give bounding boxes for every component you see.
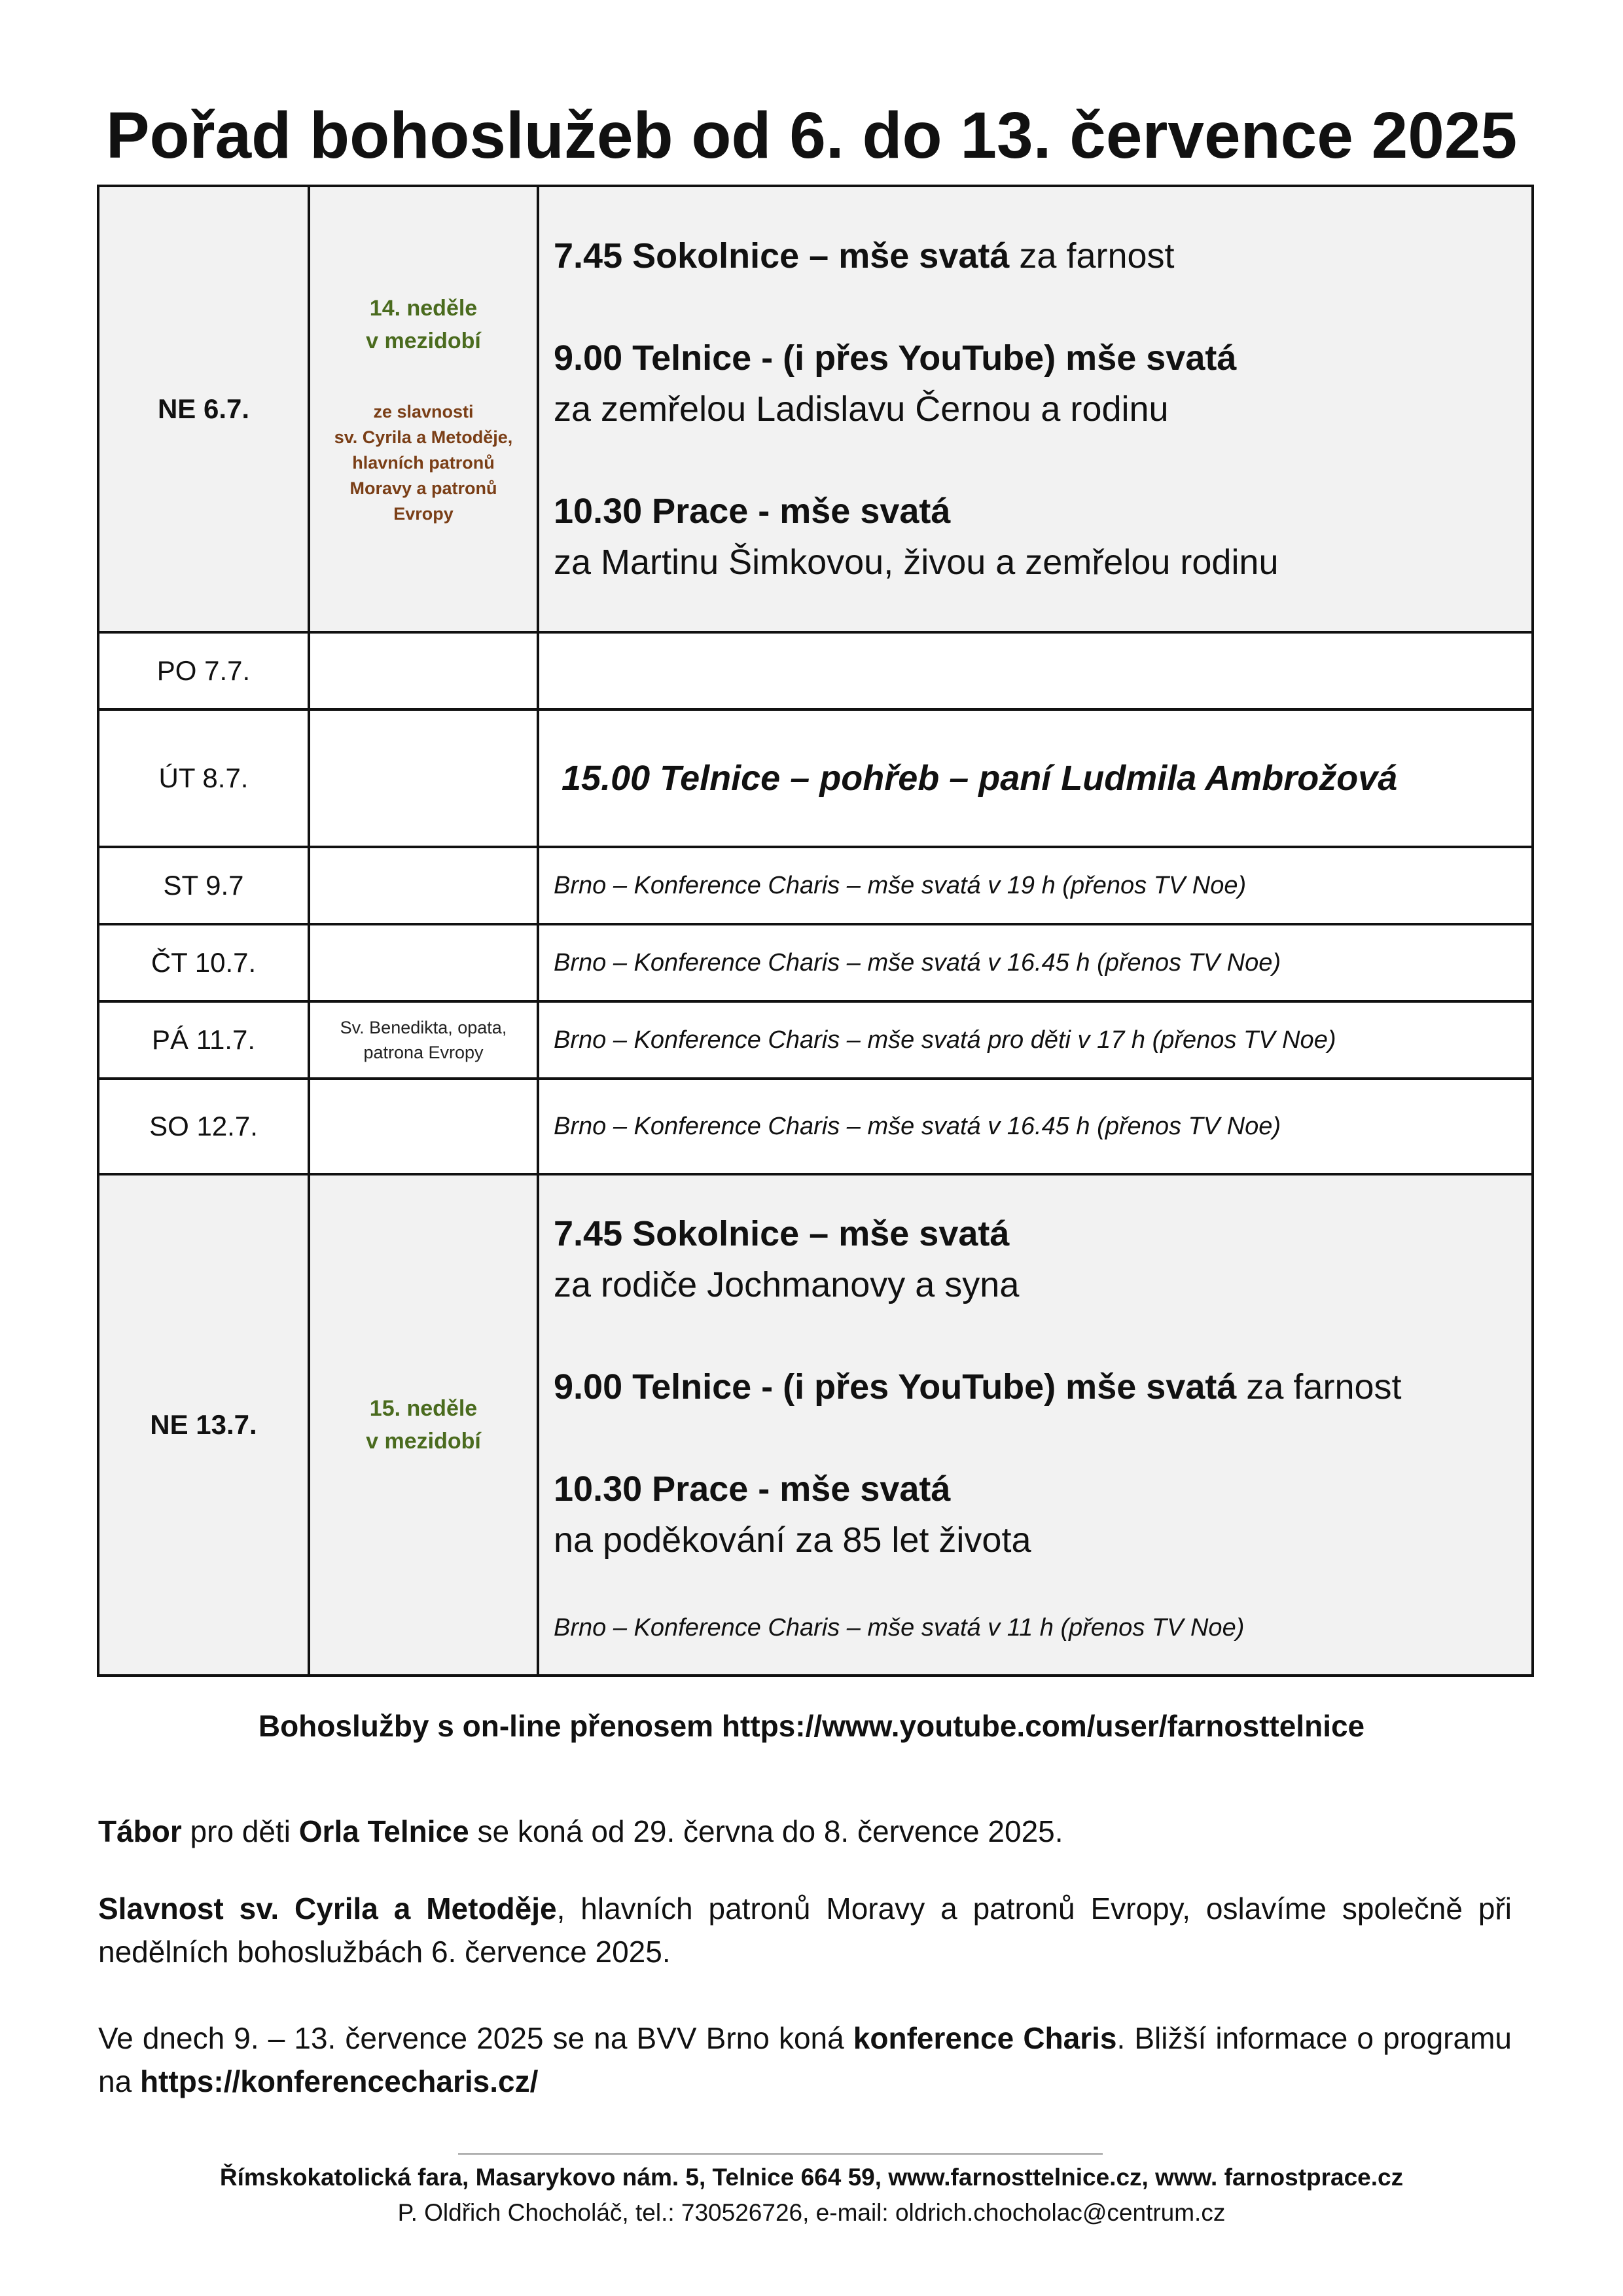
feast-cell bbox=[309, 1079, 538, 1174]
note-text: pro děti bbox=[181, 1814, 299, 1848]
event-intention: za rodiče Jochmanovy a syna bbox=[554, 1265, 1020, 1304]
day-cell: PÁ 11.7. bbox=[98, 1001, 309, 1079]
footer-address: Římskokatolická fara, Masarykovo nám. 5, Telnice 664 59, www.farnosttelnice.cz, www. farnostprace.cz bbox=[219, 2164, 1404, 2191]
events-cell bbox=[538, 709, 1533, 847]
note-text: , hlavních patronů Moravy a patronů Evropy, oslavíme společně při nedělních bohoslužbách 6. července 2025. bbox=[98, 1892, 1512, 1969]
footer-divider bbox=[458, 2153, 1103, 2155]
events-cell bbox=[538, 847, 1533, 924]
event-intention: za farnost bbox=[1009, 236, 1175, 276]
feast-sub: hlavních patronů bbox=[352, 452, 495, 473]
feast-cell bbox=[309, 924, 538, 1001]
events-cell bbox=[538, 924, 1533, 1001]
feast-sub: ze slavnosti bbox=[373, 401, 474, 422]
feast-name: Sv. Benedikta, opata, bbox=[340, 1018, 507, 1037]
feast-name-2: v mezidobí bbox=[366, 1429, 481, 1454]
event-title: 9.00 Telnice - (i přes YouTube) mše svatá bbox=[554, 338, 1237, 378]
feast-sub: Evropy bbox=[393, 503, 454, 524]
day-cell: ÚT 8.7. bbox=[98, 709, 309, 847]
event-title: 10.30 Prace - mše svatá bbox=[554, 492, 951, 531]
note-strong: Slavnost sv. Cyrila a Metoděje bbox=[98, 1892, 557, 1926]
table-row bbox=[98, 1001, 1533, 1079]
events-cell bbox=[538, 632, 1533, 709]
note-text: . Bližší informace o programu na bbox=[98, 2021, 1512, 2098]
feast-cell bbox=[309, 186, 538, 632]
day-cell: NE 13.7. bbox=[98, 1174, 309, 1676]
feast-cell bbox=[309, 1001, 538, 1079]
schedule-table bbox=[97, 185, 1534, 1677]
event-text: Brno – Konference Charis – mše svatá v 11 h (přenos TV Noe) bbox=[554, 1613, 1245, 1641]
feast-name: 14. neděle bbox=[369, 295, 478, 321]
feast-name: 15. neděle bbox=[369, 1396, 478, 1421]
day-cell: ČT 10.7. bbox=[98, 924, 309, 1001]
event-title: 10.30 Prace - mše svatá bbox=[554, 1469, 951, 1509]
events-cell bbox=[538, 186, 1533, 632]
feast-name-2: v mezidobí bbox=[366, 328, 481, 353]
note-feast bbox=[98, 1887, 1512, 1973]
table-row bbox=[98, 924, 1533, 1001]
conference-link[interactable]: https://konferencecharis.cz/ bbox=[139, 2064, 539, 2098]
events-cell bbox=[538, 1174, 1533, 1676]
day-cell: ST 9.7 bbox=[98, 847, 309, 924]
feast-cell bbox=[309, 632, 538, 709]
day-cell: NE 6.7. bbox=[98, 186, 309, 632]
event-intention: za zemřelou Ladislavu Černou a rodinu bbox=[554, 389, 1169, 429]
event-text: Brno – Konference Charis – mše svatá v 19 h (přenos TV Noe) bbox=[554, 871, 1247, 899]
feast-cell bbox=[309, 847, 538, 924]
feast-sub: Moravy a patronů bbox=[349, 478, 497, 498]
day-cell: PO 7.7. bbox=[98, 632, 309, 709]
feast-name-2: patrona Evropy bbox=[363, 1043, 484, 1062]
note-strong: Tábor bbox=[98, 1814, 182, 1848]
feast-cell bbox=[309, 1174, 538, 1676]
event-intention: za Martinu Šimkovou, živou a zemřelou rodinu bbox=[554, 543, 1279, 582]
event-intention: na poděkování za 85 let života bbox=[554, 1520, 1031, 1560]
table-row bbox=[98, 1174, 1533, 1676]
event-title: 7.45 Sokolnice – mše svatá bbox=[554, 1213, 1010, 1253]
event-text: Brno – Konference Charis – mše svatá v 16.45 h (přenos TV Noe) bbox=[554, 948, 1281, 977]
table-row bbox=[98, 632, 1533, 709]
footer-contact: P. Oldřich Chocholáč, tel.: 730526726, e-mail: oldrich.chocholac@centrum.cz bbox=[397, 2199, 1226, 2226]
note-camp bbox=[98, 1810, 1512, 1853]
note-conference bbox=[98, 2017, 1512, 2103]
events-cell bbox=[538, 1001, 1533, 1079]
page-title: Pořad bohoslužeb od 6. do 13. července 2025 bbox=[105, 99, 1518, 172]
event-text: Brno – Konference Charis – mše svatá pro děti v 17 h (přenos TV Noe) bbox=[554, 1026, 1336, 1054]
online-broadcast-link[interactable]: Bohoslužby s on-line přenosem https://www.youtube.com/user/farnosttelnice bbox=[258, 1709, 1365, 1743]
table-row bbox=[98, 186, 1533, 632]
events-cell bbox=[538, 1079, 1533, 1174]
note-text: Ve dnech 9. – 13. července 2025 se na BVV Brno koná bbox=[98, 2021, 853, 2055]
note-text: se koná od 29. června do 8. července 2025. bbox=[469, 1814, 1063, 1848]
event-title: 7.45 Sokolnice – mše svatá bbox=[554, 236, 1010, 276]
feast-sub: sv. Cyrila a Metoděje, bbox=[334, 427, 513, 447]
day-cell: SO 12.7. bbox=[98, 1079, 309, 1174]
table-row bbox=[98, 847, 1533, 924]
note-strong: konference Charis bbox=[853, 2021, 1117, 2055]
note-strong: Orla Telnice bbox=[298, 1814, 469, 1848]
feast-cell bbox=[309, 709, 538, 847]
table-row bbox=[98, 709, 1533, 847]
event-text: Brno – Konference Charis – mše svatá v 16.45 h (přenos TV Noe) bbox=[554, 1112, 1281, 1140]
event-intention: za farnost bbox=[1236, 1367, 1402, 1407]
table-row bbox=[98, 1079, 1533, 1174]
event-title: 15.00 Telnice – pohřeb – paní Ludmila Ambrožová bbox=[562, 759, 1398, 798]
event-title: 9.00 Telnice - (i přes YouTube) mše svatá bbox=[554, 1367, 1237, 1407]
